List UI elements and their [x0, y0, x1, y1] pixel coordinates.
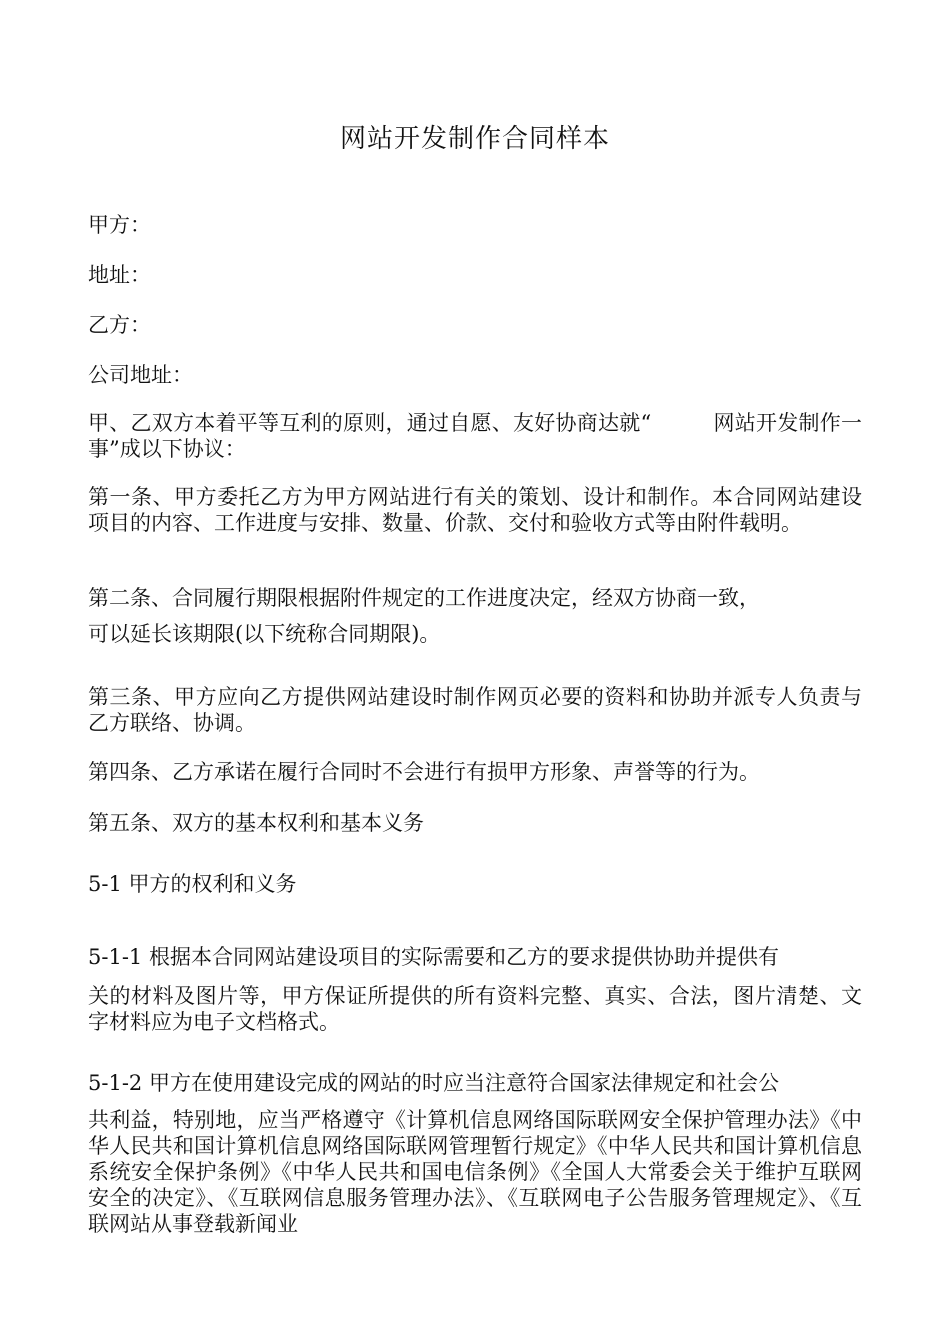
party-a-label: 甲方： [88, 213, 151, 237]
article-1: 第一条、甲方委托乙方为甲方网站进行有关的策划、设计和制作。本合同网站建设项目的内容、工作进度与安排、数量、价款、交付和验收方式等由附件载明。 [88, 485, 862, 535]
clause-5-1-1-rest: 关的材料及图片等，甲方保证所提供的所有资料完整、真实、合法，图片清楚、文字材料应为电子文档格式。 [88, 984, 862, 1034]
company-address-label: 公司地址： [88, 363, 193, 387]
clause-5-1-1-line1: 5-1-1 根据本合同网站建设项目的实际需要和乙方的要求提供协助并提供有 [88, 945, 779, 969]
article-3: 第三条、甲方应向乙方提供网站建设时制作网页必要的资料和协助并派专人负责与乙方联络、协调。 [88, 685, 862, 735]
intro-part2: 网站开发制作一事”成以下协议： [88, 411, 863, 461]
clause-5-1-2-line1: 5-1-2 甲方在使用建设完成的网站的时应当注意符合国家法律规定和社会公 [88, 1071, 779, 1095]
document-title: 网站开发制作合同样本 [339, 124, 610, 154]
article-2-line1: 第二条、合同履行期限根据附件规定的工作进度决定，经双方协商一致， [88, 586, 760, 610]
section-5-1: 5-1 甲方的权利和义务 [88, 872, 297, 896]
article-5: 第五条、双方的基本权利和基本义务 [88, 811, 424, 835]
article-4: 第四条、乙方承诺在履行合同时不会进行有损甲方形象、声誉等的行为。 [88, 760, 760, 784]
article-2-line2: 可以延长该期限(以下统称合同期限)。 [88, 622, 441, 646]
clause-5-1-2-rest: 共利益，特别地，应当严格遵守《计算机信息网络国际联网安全保护管理办法》《中华人民共和国计算机信息网络国际联网管理暂行规定》《中华人民共和国计算机信息系统安全保护条例》《中华人民共和国电信条例》《全国人大常委会关于维护互联网安全的决定》、《互联网信息服务管理办法》、《互联网电子公告服务管理规定》、《互联网站从事登载新闻业 [88, 1108, 862, 1236]
intro-part1: 甲、乙双方本着平等互利的原则，通过自愿、友好协商达就“ [88, 411, 652, 435]
party-b-label: 乙方： [88, 313, 151, 337]
intro-paragraph [88, 410, 862, 462]
address-label: 地址： [88, 263, 151, 287]
